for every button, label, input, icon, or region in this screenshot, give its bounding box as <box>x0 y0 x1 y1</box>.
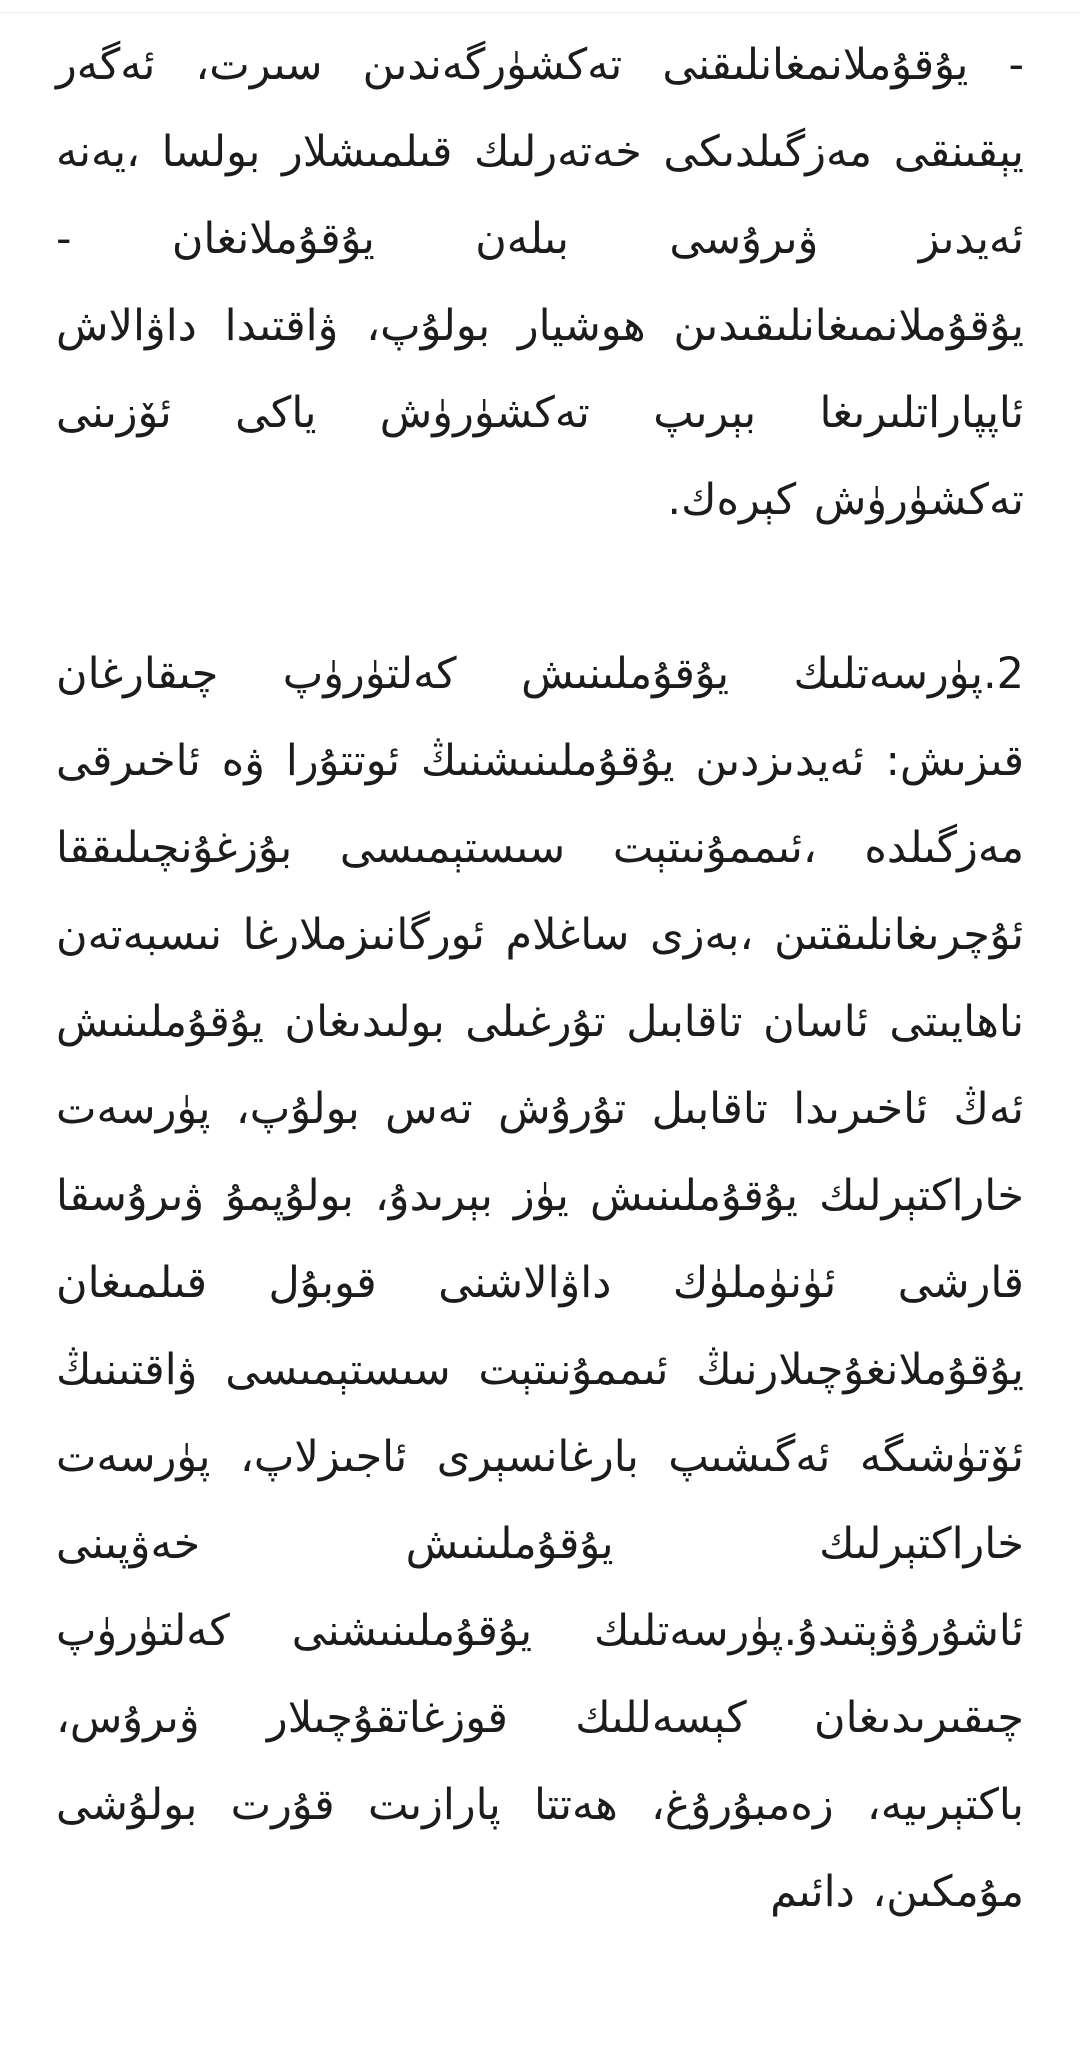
paragraph-spacer <box>56 544 1024 631</box>
paragraph-2: 2.پۈرسەتلىك يۇقۇملىنىش كەلتۈرۈپ چىقارغان قىزىش: ئەيدىزدىن يۇقۇملىنىشنىڭ ئوتتۇرا ۋە ئاخىرقى مەزگىلدە ،ئىممۇنىتېت سىستېمىسى بۇزغۇنچىلىققا ئۇچرىغانلىقتىن ،بەزى ساغلام ئورگانىزملارغا نىسبەتەن ناھايىتى ئاسان تاقابىل تۇرغىلى بولىدىغان يۇقۇملىنىش ئەڭ ئاخىرىدا تاقابىل تۇرۇش تەس بولۇپ، پۈرسەت خاراكتېرلىك يۇقۇملىنىش يۈز بېرىدۇ، بولۇپمۇ ۋىرۇسقا قارشى ئۈنۈملۈك داۋالاشنى قوبۇل قىلمىغان يۇقۇملانغۇچىلارنىڭ ئىممۇنىتېت سىستېمىسى ۋاقتىنىڭ ئۆتۈشىگە ئەگىشىپ بارغانسېرى ئاجىزلاپ، پۈرسەت خاراكتېرلىك يۇقۇملىنىش خەۋپىنى ئاشۇرۇۋېتىدۇ.پۈرسەتلىك يۇقۇملىنىشنى كەلتۈرۈپ چىقىرىدىغان كېسەللىك قوزغاتقۇچىلار ۋىرۇس، باكتېرىيە، زەمبۇرۇغ، ھەتتا پارازىت قۇرت بولۇشى مۇمكىن، دائىم <box>56 649 1024 1917</box>
paragraph-1: - يۇقۇملانمغانلىقنى تەكشۈرگەندىن سىرت، ئەگەر يېقىنقى مەزگىلدىكى خەتەرلىك قىلمىشلار بولسا ،يەنە ئەيدىز ۋىرۇسى بىلەن يۇقۇملانغان - يۇقۇملانمىغانلىقىدىن ھوشيار بولۇپ، ۋاقتىدا داۋالاش ئاپپاراتلىرىغا بېرىپ تەكشۈرۈش ياكى ئۆزىنى تەكشۈرۈش كېرەك. <box>56 40 1024 525</box>
article-body <box>56 22 1024 1936</box>
top-divider <box>0 0 1080 13</box>
